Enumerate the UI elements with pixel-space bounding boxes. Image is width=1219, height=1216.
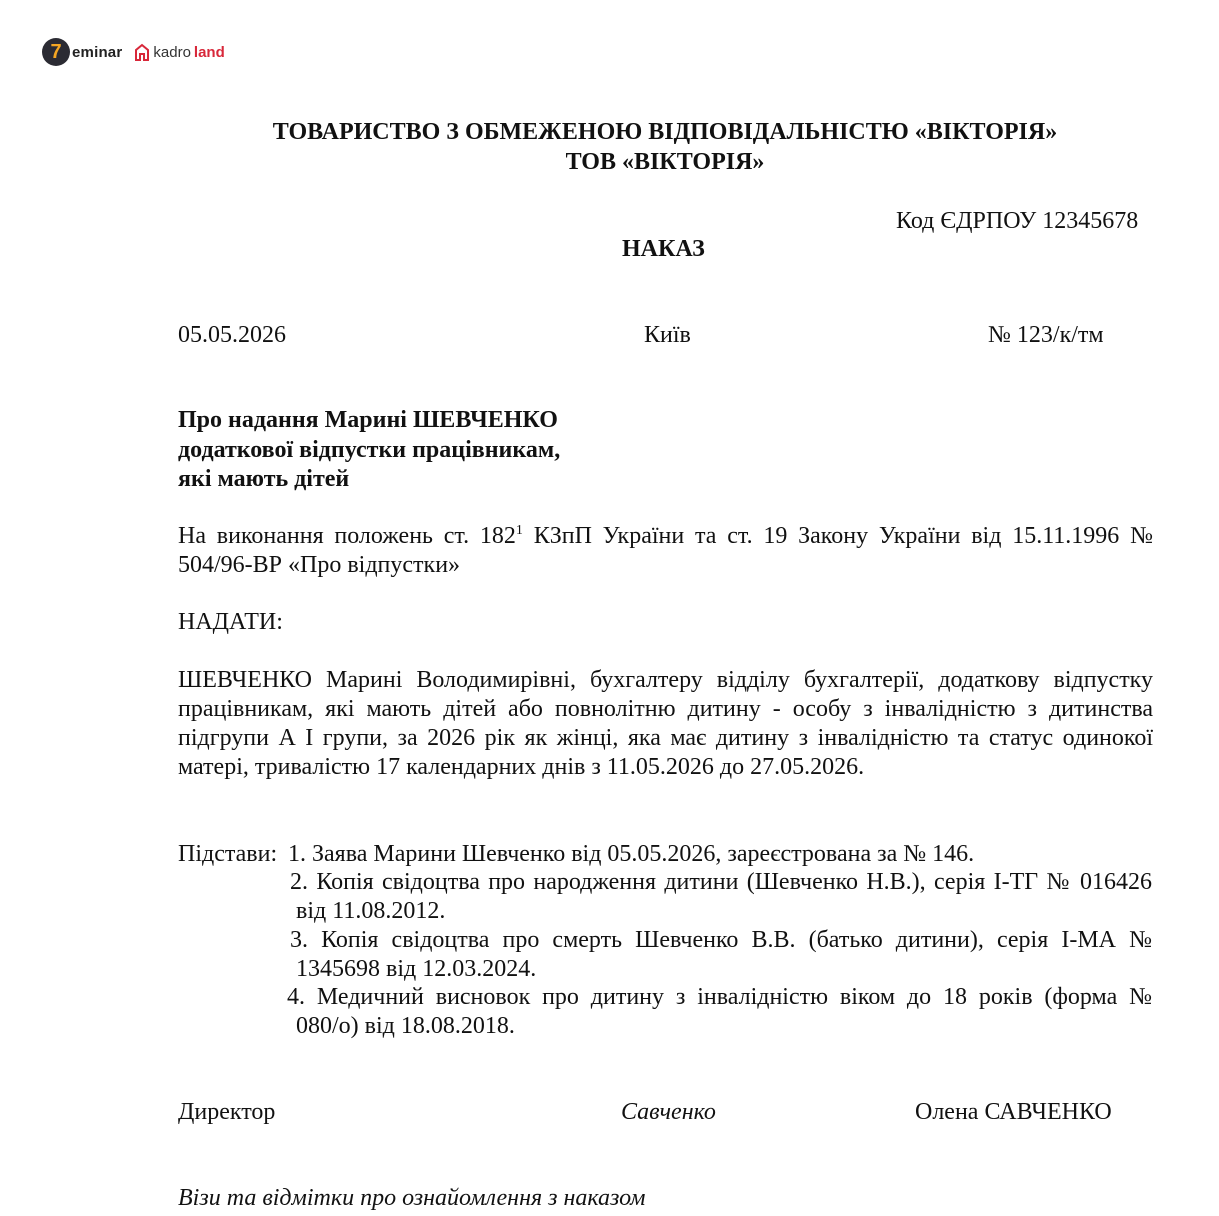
grounds-item-2-line-2: від 11.08.2012. <box>296 898 446 924</box>
edrpou-code: Код ЄДРПОУ 12345678 <box>896 208 1139 234</box>
subject-line-3: які мають дітей <box>178 466 350 492</box>
grounds-item-3-line-2: 1345698 від 12.03.2024. <box>296 956 537 982</box>
seminar-logo <box>42 38 122 66</box>
grounds-item-3-line-1: 3. Копія свідоцтва про смерть Шевченко В.В. (батько дитини), серія І-МА № <box>290 927 1152 953</box>
grounds-item-4-line-1: 4. Медичний висновок про дитину з інвалідністю віком до 18 років (форма № <box>287 984 1152 1010</box>
grounds-item-1: 1. Заява Марини Шевченко від 05.05.2026, зареєстрована за № 146. <box>288 841 975 867</box>
kadroland-logo-part1: kadro <box>153 43 191 61</box>
order-text: ШЕВЧЕНКО Марині Володимирівні, бухгалтеру відділу бухгалтерії, додаткову відпустку працівникам, які мають дітей або повнолітню дитину - особу з інвалідністю з дитинства підгрупи А І групи, за 2026 рік як жінці, яка має дитину з інвалідністю та статус одинокої матері, тривалістю 17 календарних днів з 11.05.2026 до 27.05.2026. <box>178 667 1153 780</box>
order-city: Київ <box>644 322 691 348</box>
grounds-label: Підстави: <box>178 841 278 867</box>
preamble-superscript: 1 <box>515 523 523 538</box>
document-type: НАКАЗ <box>622 236 705 262</box>
grounds-item-4-line-2: 080/о) від 18.08.2018. <box>296 1013 515 1039</box>
order-date: 05.05.2026 <box>178 322 286 348</box>
org-short-name: ТОВ «ВІКТОРІЯ» <box>565 149 765 175</box>
order-number: № 123/к/тм <box>988 322 1104 348</box>
seminar-logo-text: eminar <box>72 43 123 61</box>
signature: Савченко <box>621 1099 716 1125</box>
preamble-part-1: На виконання положень ст. 182 <box>178 523 516 549</box>
seminar-logo-mark: 7 <box>42 38 70 66</box>
grounds-item-2-line-1: 2. Копія свідоцтва про народження дитини (Шевченко Н.В.), серія І-ТГ № 016426 <box>290 869 1152 895</box>
preamble <box>178 522 1153 580</box>
subject-line-2: додаткової відпустки працівникам, <box>178 437 561 463</box>
order-word: НАДАТИ: <box>178 609 283 635</box>
header-logos <box>42 38 225 66</box>
subject-line-1: Про надання Марині ШЕВЧЕНКО <box>178 407 558 433</box>
signatory-position: Директор <box>178 1099 276 1125</box>
house-icon <box>134 43 150 61</box>
preamble-part-2: КЗпП України та ст. 19 Закону України від 15.11.1996 № 504/96-ВР «Про відпустки» <box>178 523 1153 578</box>
kadroland-logo-part2: land <box>193 43 225 61</box>
kadroland-logo <box>134 43 224 61</box>
org-full-name: ТОВАРИСТВО З ОБМЕЖЕНОЮ ВІДПОВІДАЛЬНІСТЮ «ВІКТОРІЯ» <box>272 119 1058 145</box>
signatory-name: Олена САВЧЕНКО <box>915 1099 1112 1125</box>
footer-note: Візи та відмітки про ознайомлення з наказом <box>178 1185 646 1211</box>
